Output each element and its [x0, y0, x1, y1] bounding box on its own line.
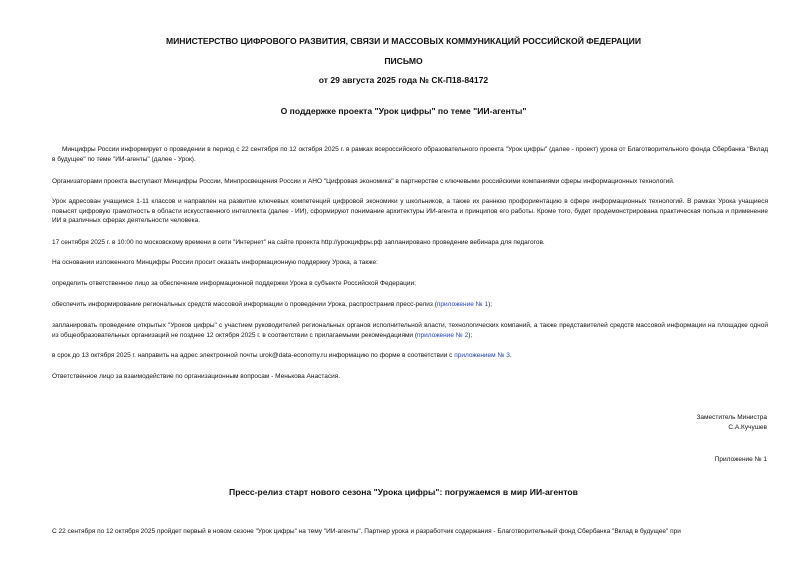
ministry-heading: МИНИСТЕРСТВО ЦИФРОВОГО РАЗВИТИЯ, СВЯЗИ И МАССОВЫХ КОММУНИКАЦИЙ РОССИЙСКОЙ ФЕДЕРАЦИИ [165, 36, 642, 46]
paragraph-8-end: ); [468, 331, 473, 339]
appendix-first-line: С 22 сентября по 12 октября 2025 пройдет первый в новом сезоне "Урок цифры" на тему "ИИ-агенты". Партнер урока и разработчик содержания - Благотворительный фонд Сбербанка "Вклад в будущее" при [52, 528, 681, 535]
paragraph-7 [52, 300, 768, 310]
appendix-1-link[interactable]: приложение № 1 [436, 301, 489, 308]
appendix-2-link[interactable]: приложение № 2 [417, 331, 469, 339]
paragraph-9-text: в срок до 13 октября 2025 г. направить на адрес электронной почты urok@data-economy.ru информацию по форме в соответствии с [52, 352, 455, 359]
doc-type-heading: ПИСЬМО [384, 56, 423, 66]
date-number-heading: от 29 августа 2025 года № СК-П18-84172 [318, 75, 489, 85]
paragraph-9 [52, 351, 768, 361]
appendix-label: Приложение № 1 [714, 456, 767, 463]
signature-name: С.А.Кучушев [728, 424, 767, 431]
subject-heading: О поддержке проекта "Урок цифры" по теме "ИИ-агенты" [280, 106, 527, 116]
paragraph-9-end: . [509, 352, 512, 359]
paragraph-1: Минцифры России информирует о проведении в период с 22 сентября по 12 октября 2025 г. в рамках всероссийского образовательного проекта "Урок цифры" (далее - проект) урока от Благотворительного фонда Сбербанка "Вклад в будущее" по теме "ИИ-агенты" (далее - Урок). [52, 146, 768, 163]
paragraph-8 [52, 321, 768, 340]
paragraph-7-text: обеспечить информирование региональных средств массовой информации о проведении Урока, распространив пресс-релиз ( [52, 301, 437, 308]
paragraph-5: На основании изложенного Минцифры России просит оказать информационную поддержку Урока, а также: [52, 259, 378, 266]
appendix-title: Пресс-релиз старт нового сезона "Урока цифры": погружаемся в мир ИИ-агентов [229, 487, 578, 497]
signature-position: Заместитель Министра [696, 414, 767, 421]
paragraph-2: Организаторами проекта выступают Минцифры России, Минпросвещения России и АНО "Цифровая экономика" в партнерстве с ключевыми российскими компаниями сферы информационных технологий. [52, 178, 675, 185]
paragraph-10: Ответственное лицо за взаимодействие по организационным вопросам - Менькова Анастасия. [52, 373, 341, 380]
paragraph-3: Урок адресован учащимся 1-11 классов и направлен на развитие ключевых компетенций цифровой экономики у школьников, а также их раннюю профориентацию в сфере информационных технологий. В рамках Урока учащиеся повысят цифровую грамотность в области искусственного интеллекта (далее - ИИ), сформируют понимание архитектуры ИИ-агента и принципов его работы. Кроме того, будет продемонстрирована практическая польза и применение ИИ в различных сферах деятельности человека. [52, 198, 768, 225]
paragraph-6: определить ответственное лицо за обеспечение информационной поддержки Урока в субъекте Российской Федерации; [52, 280, 416, 287]
paragraph-4: 17 сентября 2025 г. в 10:00 по московскому времени в сети "Интернет" на сайте проекта http://урокцифры.рф запланировано проведение вебинара для педагогов. [52, 239, 545, 246]
paragraph-8-text: запланировать проведение открытых "Уроков цифры" с участием руководителей региональных органов исполнительной власти, технологических компаний, а также представителей средств массовой информации на площадке одной из общеобразовательных организаций не позднее 12 октября 2025 г. в соответствии с прилагаемыми рекомендациями ( [52, 322, 768, 339]
appendix-3-link[interactable]: приложением № 3 [454, 352, 510, 359]
paragraph-7-end: ); [488, 301, 493, 308]
